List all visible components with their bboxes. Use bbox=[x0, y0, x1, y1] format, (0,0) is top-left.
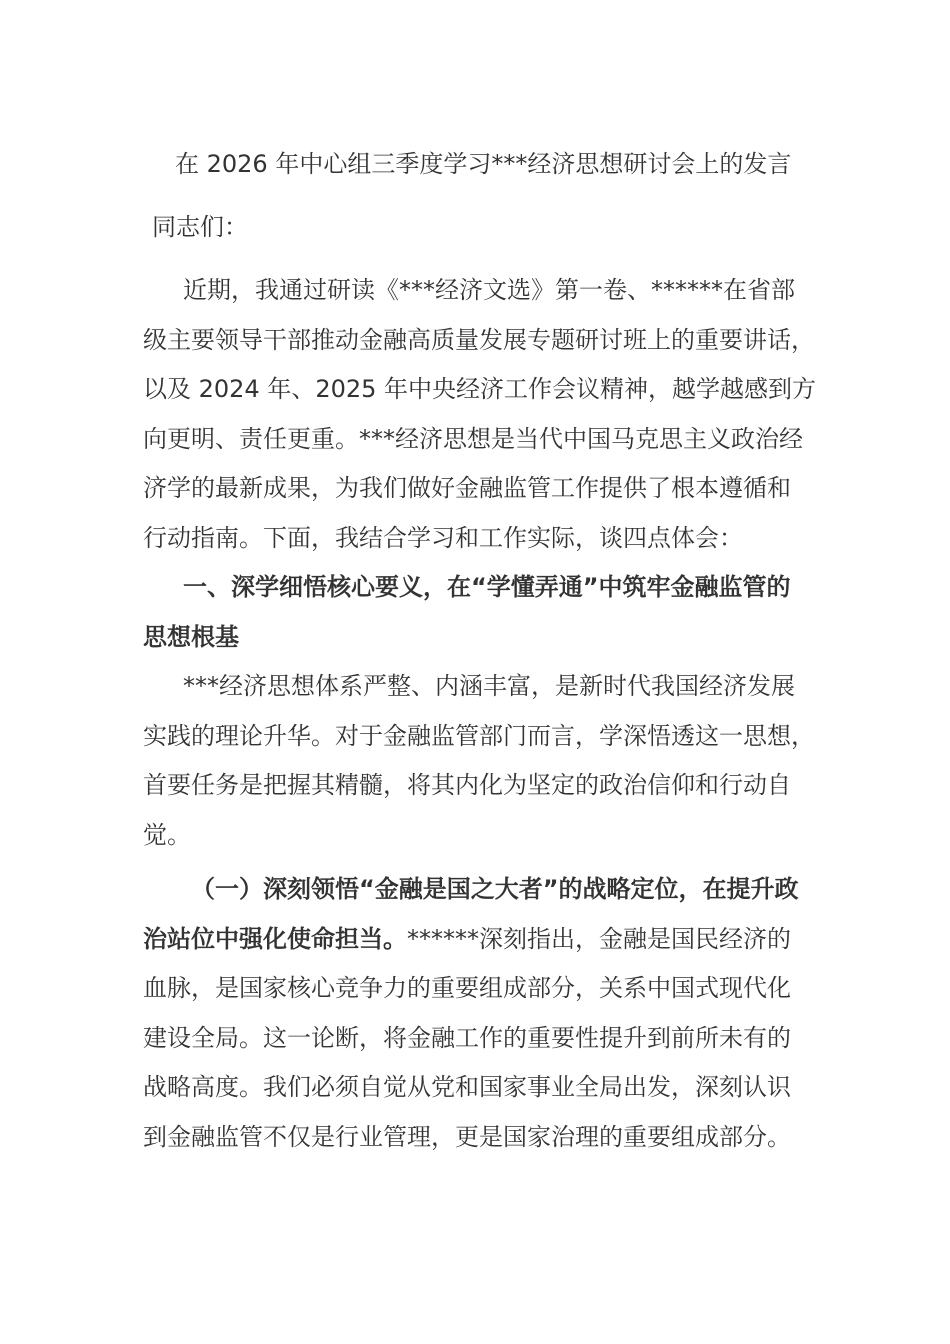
paragraph-line: 血脉，是国家核心竞争力的重要组成部分，关系中国式现代化 bbox=[143, 974, 791, 1002]
paragraph-line: 济学的最新成果，为我们做好金融监管工作提供了根本遵循和 bbox=[143, 474, 791, 502]
paragraph-line: 以及 2024 年、2025 年中央经济工作会议精神，越学越感到方 bbox=[143, 375, 817, 403]
paragraph-text: ******深刻指出，金融是国民经济的 bbox=[407, 924, 791, 953]
paragraph-line: 实践的理论升华。对于金融监管部门而言，学深悟透这一思想， bbox=[143, 721, 815, 750]
document-title: 在 2026 年中心组三季度学习***经济思想研讨会上的发言 bbox=[175, 150, 792, 178]
paragraph-line: 向更明、责任更重。***经济思想是当代中国马克思主义政治经 bbox=[143, 424, 803, 453]
section-heading-line: 一、深学细悟核心要义，在“学懂弄通”中筑牢金融监管的 bbox=[183, 573, 791, 601]
salutation: 同志们： bbox=[152, 213, 248, 241]
paragraph-line: 觉。 bbox=[143, 820, 191, 849]
paragraph-line: 级主要领导干部推动金融高质量发展专题研讨班上的重要讲话， bbox=[143, 325, 815, 354]
paragraph-line: 到金融监管不仅是行业管理，更是国家治理的重要组成部分。 bbox=[143, 1122, 791, 1151]
subsection-heading-tail: 治站位中强化使命担当。 bbox=[143, 924, 407, 953]
subsection-heading-line: （一）深刻领悟“金融是国之大者”的战略定位，在提升政 bbox=[191, 875, 799, 903]
paragraph-line: 近期，我通过研读《***经济文选》第一卷、******在省部 bbox=[183, 276, 795, 304]
paragraph-line: 首要任务是把握其精髓，将其内化为坚定的政治信仰和行动自 bbox=[143, 771, 791, 799]
document-body bbox=[143, 270, 815, 1166]
paragraph-line: 建设全局。这一论断，将金融工作的重要性提升到前所未有的 bbox=[143, 1023, 791, 1052]
paragraph-line: 行动指南。下面，我结合学习和工作实际，谈四点体会： bbox=[143, 523, 743, 552]
paragraph-line: 战略高度。我们必须自觉从党和国家事业全局出发，深刻认识 bbox=[143, 1073, 791, 1101]
section-heading-line: 思想根基 bbox=[143, 622, 239, 651]
paragraph-line: ***经济思想体系严整、内涵丰富，是新时代我国经济发展 bbox=[183, 672, 795, 700]
mixed-line bbox=[143, 919, 815, 969]
